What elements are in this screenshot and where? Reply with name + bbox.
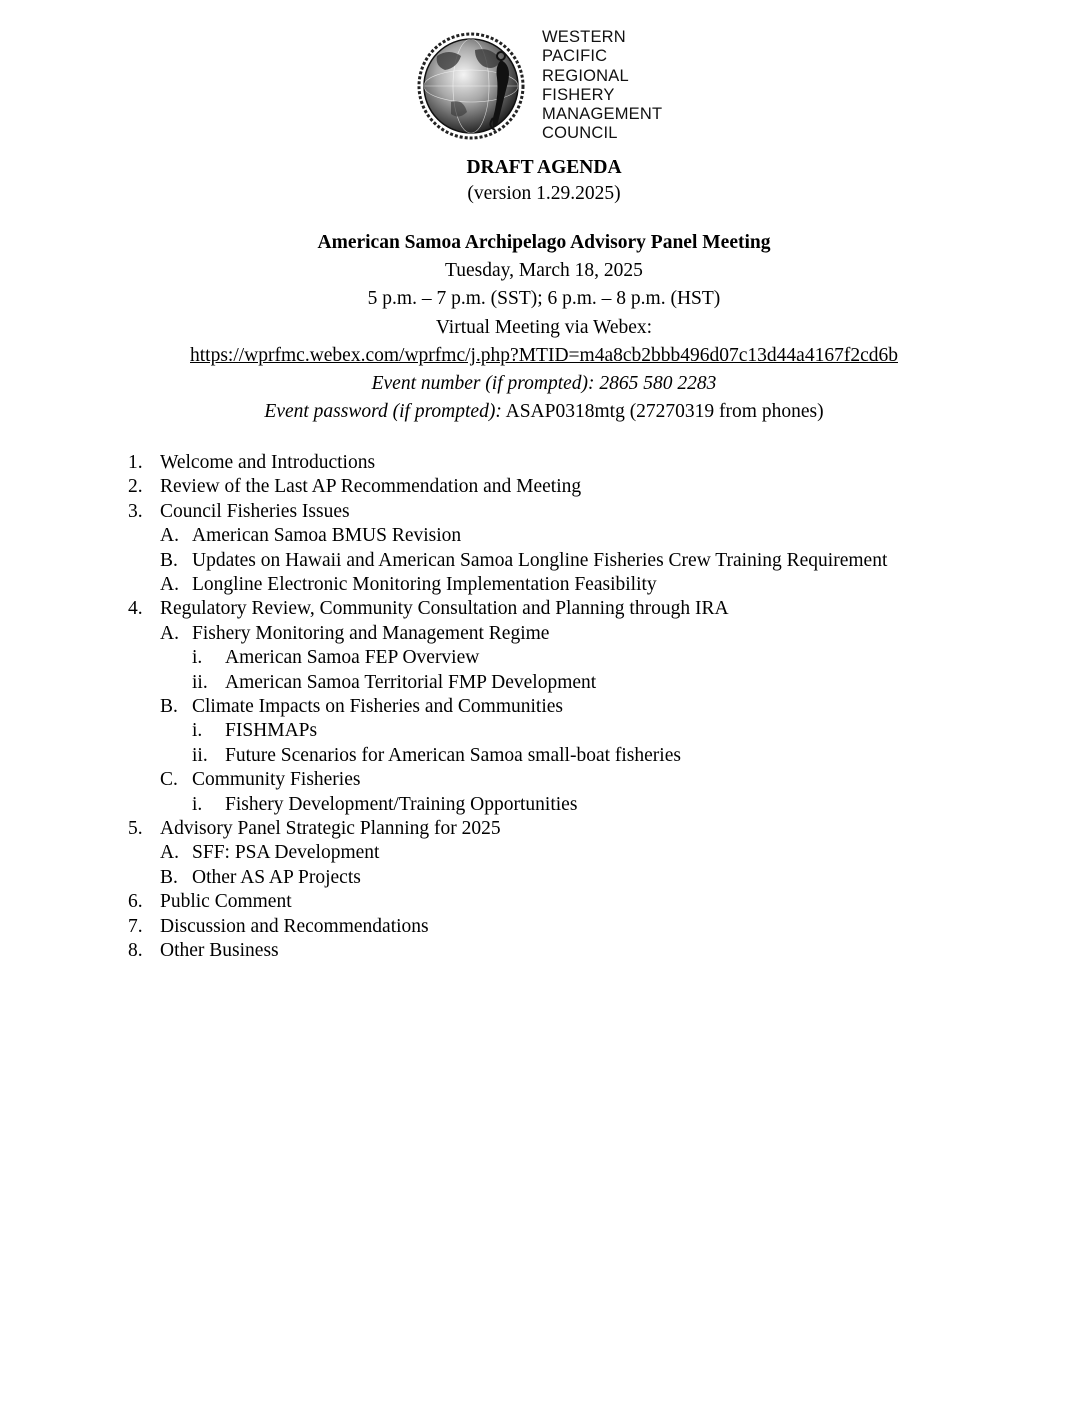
agenda-item-text: Public Comment [160, 891, 292, 913]
agenda-item-text: Welcome and Introductions [160, 452, 376, 473]
agenda-item-text: Updates on Hawaii and American Samoa Longline Fisheries Crew Training Requirement [192, 549, 888, 571]
agenda-item-marker: A. [160, 842, 179, 864]
event-password-label: Event password (if prompted): [264, 401, 502, 422]
webex-link[interactable]: https://wprfmc.webex.com/wprfmc/j.php?MTID=m4a8cb2bbb496d07c13d44a4167f2cd6b [190, 345, 898, 366]
agenda-item [0, 452, 1088, 476]
logo-line: FISHERY [542, 85, 615, 104]
agenda-item [0, 525, 1088, 549]
globe-emblem-icon [417, 26, 525, 148]
agenda-item [0, 842, 1088, 866]
meeting-date: Tuesday, March 18, 2025 [445, 260, 643, 281]
agenda-item-marker: A. [160, 622, 179, 644]
agenda-item-text: American Samoa FEP Overview [225, 647, 480, 669]
agenda-item-marker: B. [160, 696, 178, 717]
agenda-item [0, 794, 1088, 818]
agenda-item-marker: i. [192, 793, 203, 815]
agenda-item-marker: 8. [128, 940, 143, 961]
agenda-item-marker: C. [160, 769, 178, 791]
agenda-item-text: Future Scenarios for American Samoa small-boat fisheries [225, 744, 681, 766]
agenda-item [0, 720, 1088, 744]
logo-line: COUNCIL [542, 124, 618, 143]
agenda-item [0, 867, 1088, 891]
agenda-item-text: SFF: PSA Development [192, 842, 380, 864]
council-logo [417, 26, 677, 148]
logo-line: REGIONAL [542, 66, 629, 85]
logo-line: PACIFIC [542, 47, 608, 66]
agenda-item-marker: B. [160, 549, 178, 571]
agenda-item-marker: 1. [128, 452, 143, 473]
event-password-value: ASAP0318mtg (27270319 from phones) [501, 401, 824, 422]
meeting-time: 5 p.m. – 7 p.m. (SST); 6 p.m. – 8 p.m. (HST) [367, 288, 721, 309]
agenda-item [0, 891, 1088, 915]
agenda-item [0, 916, 1088, 940]
agenda-item-marker: ii. [192, 671, 208, 693]
agenda-item-marker: 2. [128, 476, 143, 498]
agenda-item [0, 550, 1088, 574]
agenda-item-text: American Samoa BMUS Revision [192, 525, 462, 547]
agenda-item-marker: i. [192, 720, 203, 742]
agenda-item-marker: ii. [192, 744, 208, 766]
agenda-item-text: Review of the Last AP Recommendation and Meeting [160, 476, 582, 498]
agenda-item-text: Other AS AP Projects [192, 866, 361, 888]
agenda-item [0, 501, 1088, 525]
agenda-item-marker: B. [160, 866, 178, 888]
agenda-item [0, 696, 1088, 720]
agenda-item [0, 672, 1088, 696]
agenda-item-text: Longline Electronic Monitoring Implementation Feasibility [192, 574, 657, 595]
logo-line: WESTERN [542, 28, 626, 46]
agenda-item-marker: 7. [128, 915, 143, 937]
logo-line: MANAGEMENT [542, 105, 663, 124]
agenda-item-text: Fishery Monitoring and Management Regime [192, 622, 550, 644]
document-title: DRAFT AGENDA [466, 157, 622, 178]
agenda-item-marker: A. [160, 525, 179, 547]
agenda-item [0, 598, 1088, 622]
agenda-item [0, 574, 1088, 598]
agenda-item [0, 940, 1088, 964]
agenda-item [0, 818, 1088, 842]
agenda-item [0, 769, 1088, 793]
agenda-item-text: American Samoa Territorial FMP Development [225, 671, 597, 693]
agenda-item-text: Other Business [160, 940, 279, 961]
agenda-item-marker: i. [192, 647, 203, 669]
agenda-item-text: Discussion and Recommendations [160, 915, 429, 937]
agenda-item-text: Fishery Development/Training Opportunities [225, 793, 578, 815]
agenda-item-marker: 3. [128, 500, 143, 522]
agenda-item-text: Community Fisheries [192, 769, 361, 791]
agenda-item-marker: 4. [128, 598, 143, 620]
agenda-item [0, 623, 1088, 647]
meeting-name: American Samoa Archipelago Advisory Panel Meeting [317, 232, 771, 253]
agenda-item [0, 647, 1088, 671]
agenda-item-text: Council Fisheries Issues [160, 500, 350, 522]
document-version: (version 1.29.2025) [467, 183, 621, 204]
agenda-item-marker: 5. [128, 818, 143, 839]
council-name [542, 28, 662, 144]
agenda-item-text: Climate Impacts on Fisheries and Communities [192, 696, 563, 717]
agenda-item-text: FISHMAPs [225, 720, 318, 742]
meeting-venue: Virtual Meeting via Webex: [435, 317, 653, 338]
agenda-item [0, 745, 1088, 769]
agenda-item-marker: 6. [128, 891, 143, 913]
agenda-item-text: Regulatory Review, Community Consultation and Planning through IRA [160, 598, 729, 620]
agenda-item-marker: A. [160, 574, 179, 595]
agenda-item [0, 476, 1088, 500]
agenda-item-text: Advisory Panel Strategic Planning for 2025 [160, 818, 501, 839]
event-password [0, 401, 1088, 423]
event-number: Event number (if prompted): 2865 580 2283 [371, 373, 717, 394]
